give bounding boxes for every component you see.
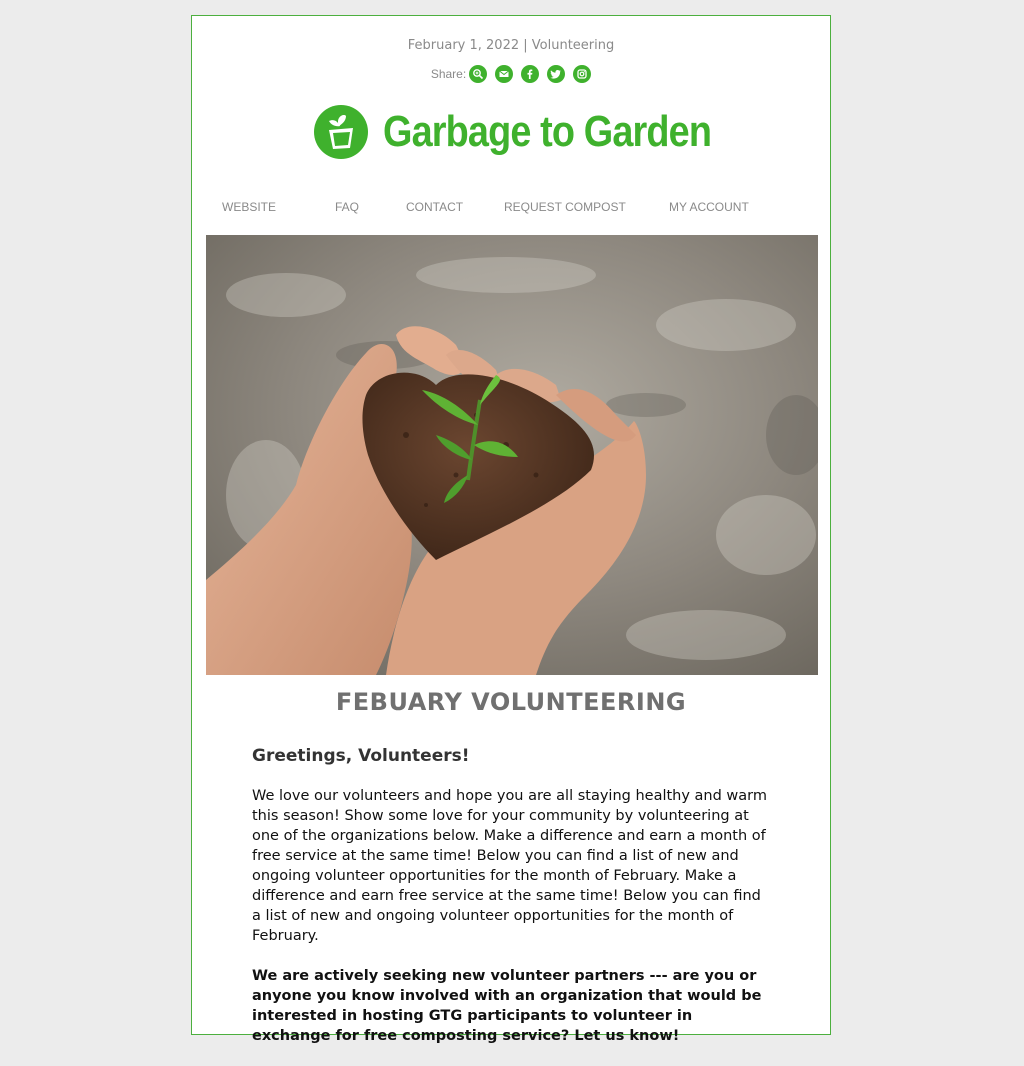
hero-image xyxy=(206,235,818,675)
partner-callout: We are actively seeking new volunteer partners --- are you or anyone you know involved with an organization that would be interested in hosting GTG participants to volunteer in exchange for free composting service? Let us know! xyxy=(252,968,762,1044)
compost-pot-icon xyxy=(313,104,369,160)
article-body xyxy=(252,746,774,1066)
meta-separator: | xyxy=(523,38,528,53)
search-share-icon[interactable] xyxy=(469,65,487,83)
email-container xyxy=(191,15,831,1044)
nav-contact[interactable]: CONTACT xyxy=(406,200,464,214)
intro-paragraph: We love our volunteers and hope you are all staying healthy and warm this season! Show some love for your community by volunteering at one of the organizations below. Make a difference and earn a month of free service at the same time! Below you can find a list of new and ongoing volunteer opportunities for the month of February. Make a difference and earn free service at the same time! Below you can find a list of new and ongoing volunteer opportunities for the month of February. xyxy=(252,788,768,944)
brand-logo[interactable] xyxy=(192,104,830,160)
article-headline: FEBUARY VOLUNTEERING xyxy=(335,688,687,716)
post-date: February 1, 2022 xyxy=(407,38,520,53)
nav-faq[interactable]: FAQ xyxy=(335,200,360,214)
brand-name: Garbage to Garden xyxy=(382,107,711,156)
share-label: Share: xyxy=(430,67,467,81)
post-meta xyxy=(192,38,830,53)
facebook-icon[interactable] xyxy=(521,65,539,83)
instagram-icon[interactable] xyxy=(573,65,591,83)
twitter-icon[interactable] xyxy=(547,65,565,83)
nav-my-account[interactable]: MY ACCOUNT xyxy=(669,200,749,214)
nav-request-compost[interactable]: REQUEST COMPOST xyxy=(504,200,626,214)
greeting: Greetings, Volunteers! xyxy=(252,746,470,766)
nav-menu xyxy=(192,200,830,216)
share-bar xyxy=(192,65,830,83)
email-icon[interactable] xyxy=(495,65,513,83)
category-link[interactable]: Volunteering xyxy=(531,38,615,53)
nav-website[interactable]: WEBSITE xyxy=(222,200,277,214)
